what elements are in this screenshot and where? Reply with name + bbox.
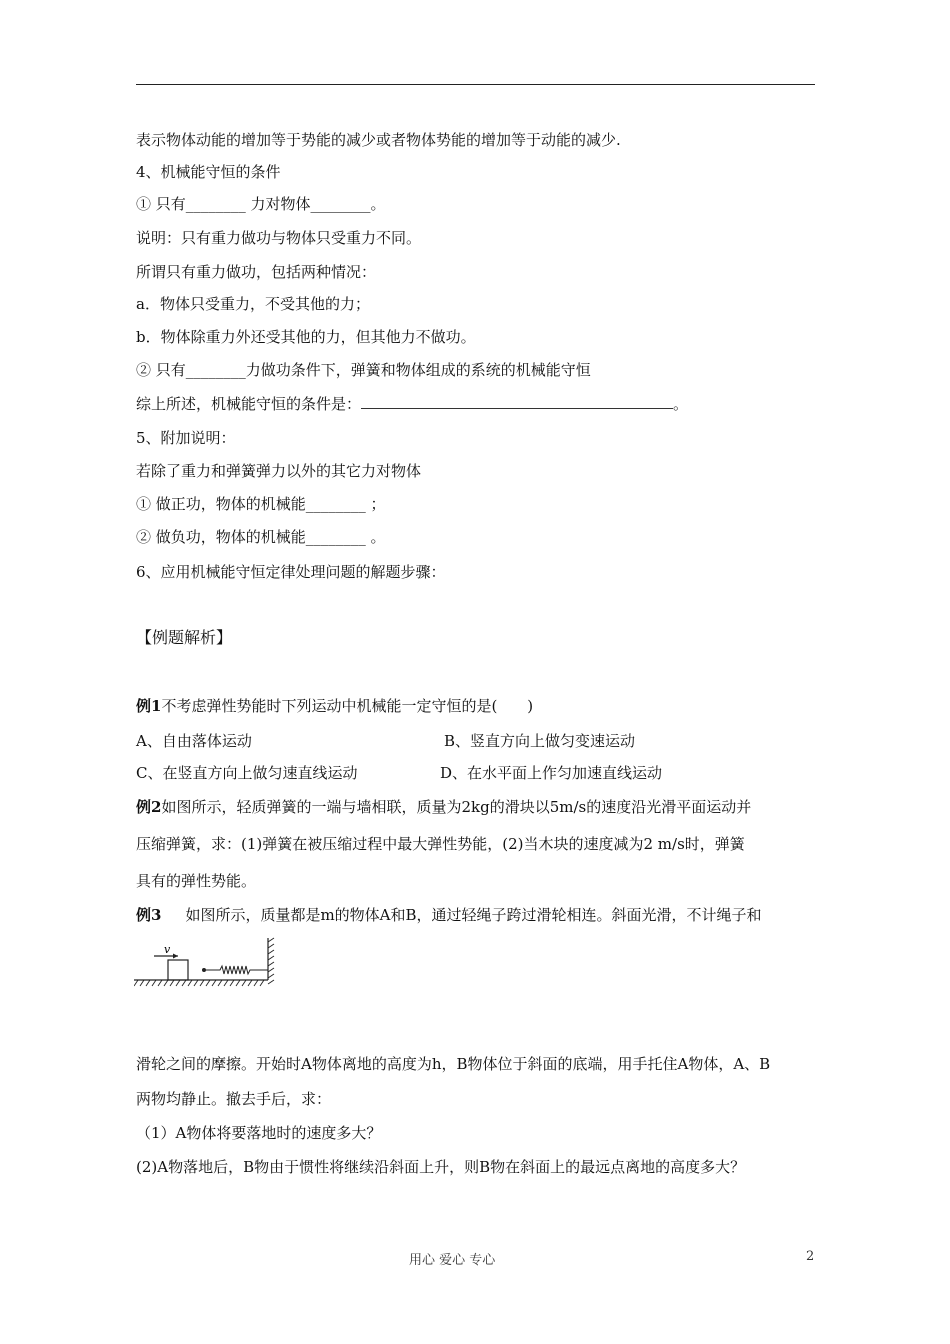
summary-suffix: 。 [673, 395, 689, 413]
example-1-question [136, 696, 533, 716]
floor-hatching [134, 980, 264, 986]
condition-case-a: a．物体只受重力，不受其他的力； [136, 295, 370, 313]
example-2-line-2: 压缩弹簧，求：(1)弹簧在被压缩过程中最大弹性势能，(2)当木块的速度减为2 m/s时，弹簧 [136, 835, 745, 853]
velocity-label: v [164, 943, 171, 956]
example-3-line-2: 滑轮之间的摩擦。开始时A物体离地的高度为h，B物体位于斜面的底端，用手托住A物体，A、B [136, 1055, 771, 1073]
footer-slogan: 用心 爱心 专心 [409, 1253, 496, 1268]
spring-end-dot [202, 968, 206, 972]
example-2-line-1 [136, 797, 751, 817]
example-3-line-3: 两物均静止。撤去手后，求： [136, 1090, 332, 1108]
example-3-question-1: （1）A物体将要落地时的速度多大？ [136, 1124, 382, 1142]
summary-blank [361, 394, 673, 409]
example-3-label: 例 [136, 906, 152, 924]
page-number: 2 [806, 1249, 815, 1264]
sliding-block [168, 960, 188, 980]
intro-text: 表示物体动能的增加等于势能的减少或者物体势能的增加等于动能的减少. [136, 131, 621, 149]
condition-cases-intro: 所谓只有重力做功，包括两种情况： [136, 263, 377, 281]
example-1-label: 例 [136, 697, 152, 715]
example-2-label: 例 [136, 798, 152, 816]
summary-prefix: 综上所述，机械能守恒的条件是： [136, 395, 362, 413]
option-b: B、竖直方向上做匀变速运动 [444, 732, 636, 750]
section-5-intro: 若除了重力和弹簧弹力以外的其它力对物体 [136, 462, 422, 480]
condition-item-1: ① 只有________ 力对物体________。 [136, 195, 386, 213]
example-3-question-2: (2)A物落地后，B物由于惯性将继续沿斜面上升，则B物在斜面上的最远点离地的高度多大？ [136, 1158, 746, 1176]
example-3-number: 3 [151, 906, 162, 924]
example-2-text-1: 如图所示，轻质弹簧的一端与墙相联，质量为2kg的滑块以5m/s的速度沿光滑平面运动并 [161, 798, 752, 816]
velocity-arrow-head [173, 954, 178, 959]
option-c: C、在竖直方向上做匀速直线运动 [136, 764, 358, 782]
header-rule [136, 84, 815, 85]
section-6-title: 6、应用机械能守恒定律处理问题的解题步骤： [136, 563, 446, 581]
example-3-text-1: 如图所示，质量都是m的物体A和B，通过轻绳子跨过滑轮相连。斜面光滑，不计绳子和 [185, 906, 762, 924]
option-a: A、自由落体运动 [136, 732, 252, 750]
wall-hatching [268, 938, 274, 984]
example-2-line-3: 具有的弹性势能。 [136, 872, 257, 890]
example-1-text: 不考虑弹性势能时下列运动中机械能一定守恒的是( ) [161, 697, 534, 715]
condition-item-2: ② 只有________力做功条件下，弹簧和物体组成的系统的机械能守恒 [136, 361, 591, 379]
example-1-number: 1 [151, 697, 162, 715]
section-5-item-1: ① 做正功，物体的机械能________ ； [136, 495, 386, 513]
section-5-item-2: ② 做负功，物体的机械能________ 。 [136, 528, 386, 546]
condition-summary [136, 394, 688, 414]
spring-block-figure [134, 934, 279, 992]
condition-note: 说明：只有重力做功与物体只受重力不同。 [136, 229, 422, 247]
condition-case-b: b．物体除重力外还受其他的力，但其他力不做功。 [136, 328, 476, 346]
example-3-line-1 [136, 905, 762, 925]
example-2-number: 2 [151, 798, 162, 816]
option-d: D、在水平面上作匀加速直线运动 [440, 764, 663, 782]
section-4-title: 4、机械能守恒的条件 [136, 163, 281, 181]
spring-coil [206, 966, 268, 974]
section-5-title: 5、附加说明： [136, 429, 236, 447]
examples-heading: 【例题解析】 [136, 628, 233, 647]
